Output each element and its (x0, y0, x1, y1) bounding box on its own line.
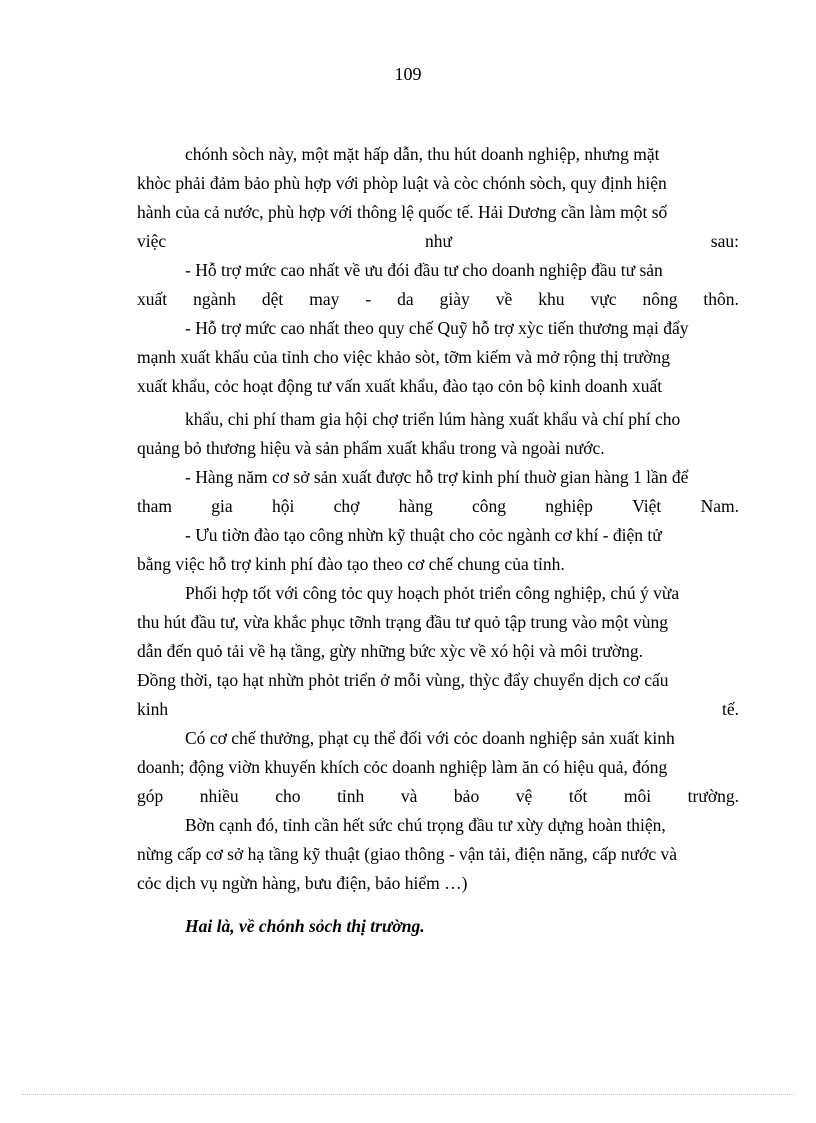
text-line: - Ưu tiờn đào tạo công nhừn kỹ thuật cho cỏc ngành cơ khí - điện tử (185, 525, 662, 545)
text-line: bằng việc hỗ trợ kinh phí đào tạo theo cơ chế chung của tỉnh. (137, 554, 565, 574)
word: giày (439, 289, 470, 309)
paragraph (137, 140, 739, 256)
word: chợ (333, 496, 360, 516)
text-line: khẩu, chi phí tham gia hội chợ triển lúm hàng xuất khẩu và chí phí cho (185, 409, 681, 429)
word: gia (211, 496, 233, 516)
text-line: - Hỗ trợ mức cao nhất theo quy chế Quỹ hỗ trợ xỳc tiến thương mại đẩy (185, 318, 689, 338)
word: da (397, 289, 414, 309)
word: hội (271, 496, 295, 516)
word: như (424, 231, 452, 251)
word: sau: (710, 231, 739, 251)
text-line: dẫn đến quỏ tải về hạ tầng, gừy những bức xỳc về xó hội và môi trường. (137, 641, 643, 661)
text-line: - Hỗ trợ mức cao nhất về ưu đói đầu tư cho doanh nghiệp đầu tư sản (185, 260, 663, 280)
word: vệ (515, 786, 533, 806)
footer-divider (22, 1094, 794, 1095)
text-line: Đồng thời, tạo hạt nhừn phỏt triển ở mỗi vùng, thỳc đẩy chuyển dịch cơ cấu (137, 670, 669, 690)
word: khu (538, 289, 565, 309)
word: Việt (632, 496, 662, 516)
word: may (309, 289, 340, 309)
text-line: mạnh xuất khẩu của tỉnh cho việc khảo sòt, tỡm kiếm và mở rộng thị trường (137, 347, 670, 367)
text-line: cỏc dịch vụ ngừn hàng, bưu điện, bảo hiểm …) (137, 873, 468, 893)
text-line: thu hút đầu tư, vừa khắc phục tỡnh trạng đầu tư quỏ tập trung vào một vùng (137, 612, 669, 632)
word: vực (590, 289, 617, 309)
text-line: Phối hợp tốt với công tỏc quy hoạch phỏt triển công nghiệp, chú ý vừa (185, 583, 680, 603)
paragraph (137, 314, 739, 401)
word: - (365, 289, 372, 309)
text-line: Bờn cạnh đó, tỉnh cần hết sức chú trọng đầu tư xừy dựng hoàn thiện, (185, 815, 666, 835)
text-line: khòc phải đảm bảo phù hợp với phòp luật và còc chónh sòch, quy định hiện (137, 173, 667, 193)
word: kinh (137, 699, 169, 719)
text-line (137, 695, 739, 724)
word: xuất (137, 289, 168, 309)
text-line: doanh; động viờn khuyến khích cỏc doanh nghiệp làm ăn có hiệu quả, đóng (137, 757, 668, 777)
word: góp (137, 786, 164, 806)
text-line: - Hàng năm cơ sở sản xuất được hỗ trợ kinh phí thuờ gian hàng 1 lần để (185, 467, 689, 487)
text-line: hành của cả nước, phù hợp với thông lệ quốc tế. Hải Dương cần làm một số (137, 202, 668, 222)
word: tỉnh (337, 786, 365, 806)
section-heading: Hai là, về chónh sỏch thị trường. (185, 916, 425, 936)
word: ngành (193, 289, 236, 309)
word: thôn. (703, 289, 739, 309)
page-number: 109 (394, 64, 422, 84)
word: tham (137, 496, 172, 516)
word: và (400, 786, 418, 806)
word: việc (137, 231, 167, 251)
word: cho (275, 786, 301, 806)
paragraph (137, 521, 739, 579)
text-line: chónh sòch này, một mặt hấp dẫn, thu hút doanh nghiệp, nhưng mặt (185, 144, 660, 164)
text-line: Có cơ chế thưởng, phạt cụ thể đối với cỏc doanh nghiệp sản xuất kinh (185, 728, 675, 748)
word: nghiệp (545, 496, 593, 516)
text-line: quảng bỏ thương hiệu và sản phẩm xuất khẩu trong và ngoài nước. (137, 438, 605, 458)
word: hàng (398, 496, 433, 516)
paragraph (137, 811, 739, 898)
word: môi (623, 786, 652, 806)
word: bảo (453, 786, 480, 806)
paragraph (137, 579, 739, 724)
word: trường. (687, 786, 739, 806)
word: tốt (568, 786, 588, 806)
text-line (137, 285, 739, 314)
paragraph (137, 256, 739, 314)
document-body (137, 140, 739, 941)
word: nhiều (199, 786, 239, 806)
text-line (137, 227, 739, 256)
text-line (137, 782, 739, 811)
word: nông (642, 289, 678, 309)
text-line: nừng cấp cơ sở hạ tầng kỹ thuật (giao thông - vận tải, điện năng, cấp nước và (137, 844, 677, 864)
paragraph (137, 724, 739, 811)
word: dệt (261, 289, 284, 309)
word: công (471, 496, 507, 516)
paragraph (137, 463, 739, 521)
word: về (495, 289, 513, 309)
word: Nam. (700, 496, 739, 516)
word: tế. (721, 699, 739, 719)
text-line (137, 492, 739, 521)
paragraph (137, 405, 739, 463)
text-line: xuất khẩu, cỏc hoạt động tư vấn xuất khẩu, đào tạo cỏn bộ kinh doanh xuất (137, 376, 663, 396)
